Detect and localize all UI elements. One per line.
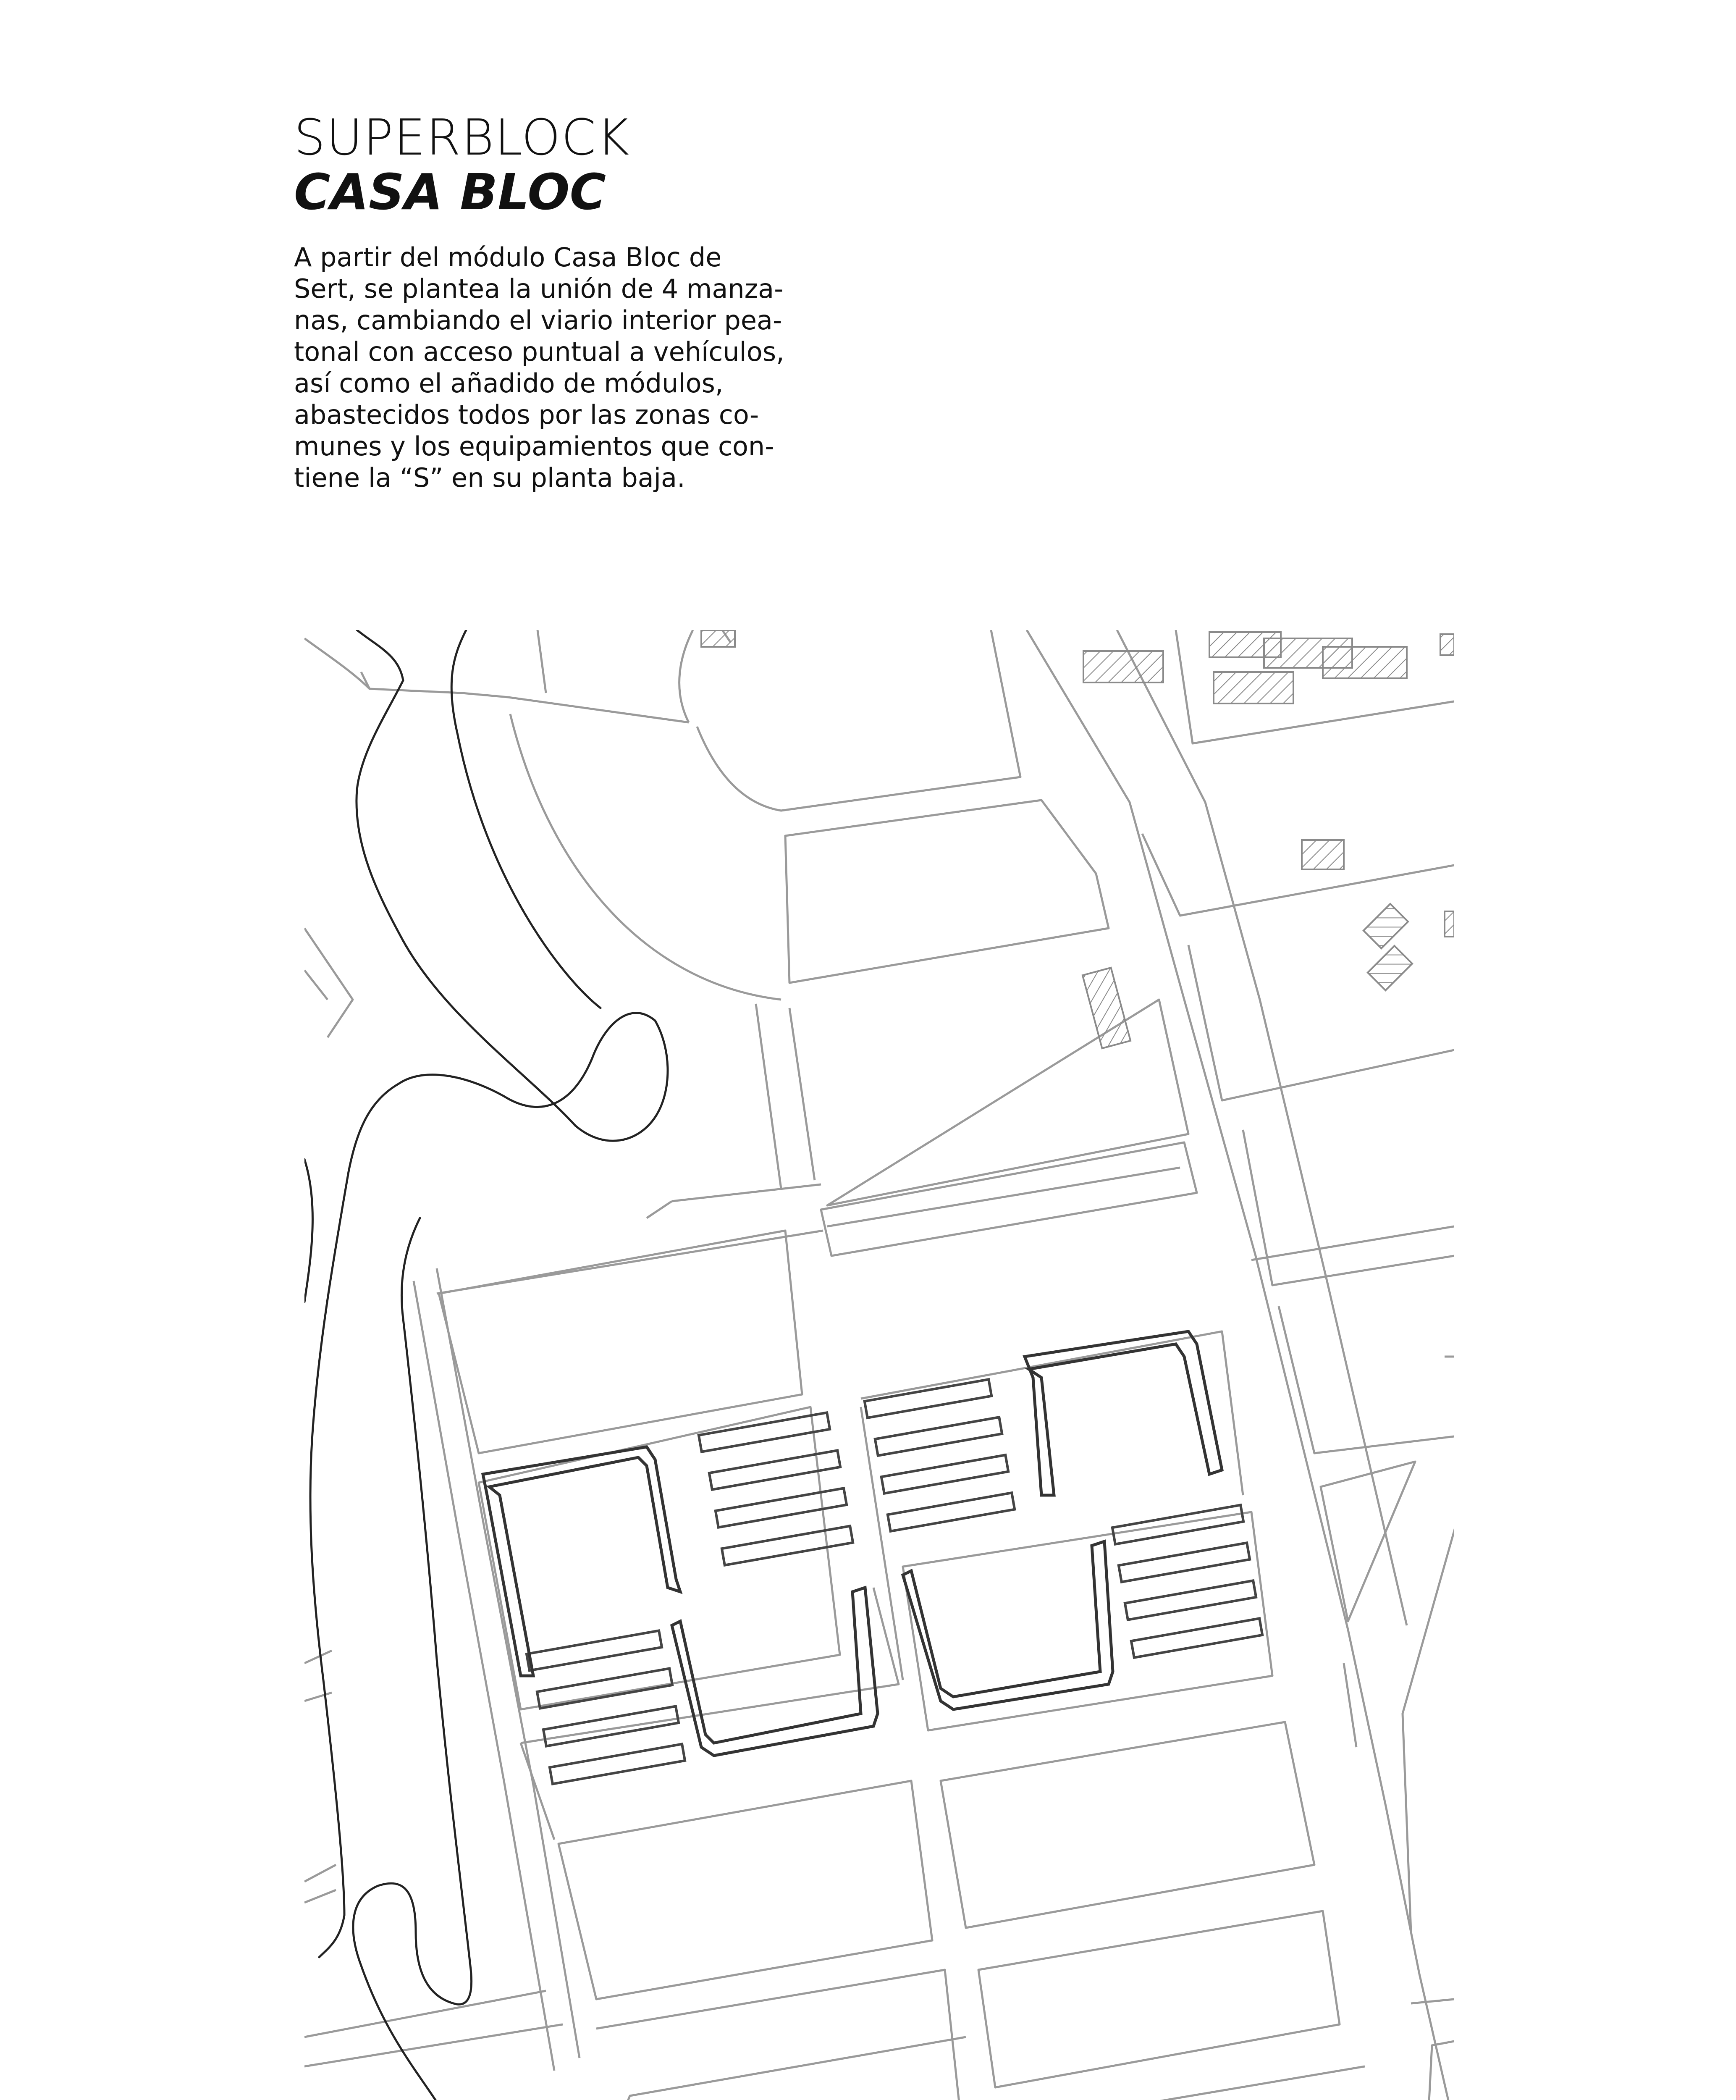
hatched-buildings — [701, 630, 1454, 1048]
module-bar — [888, 1493, 1015, 1531]
module-bar — [722, 1526, 853, 1565]
module-bars — [527, 1379, 1262, 1784]
street-line — [1142, 834, 1454, 916]
hatched-building — [1302, 840, 1344, 869]
description-line: Sert, se plantea la unión de 4 manza- — [294, 273, 784, 304]
description-line: así como el añadido de módulos, — [294, 368, 724, 399]
description-line: munes y los equipamientos que con- — [294, 431, 774, 462]
street-line — [304, 1865, 336, 1882]
hatched-building — [1214, 672, 1293, 704]
street-line — [304, 638, 689, 722]
street-line — [1027, 630, 1454, 2100]
street-line — [672, 1184, 821, 1201]
module-bar — [1131, 1618, 1262, 1657]
street-line — [679, 630, 693, 722]
module-bar — [709, 1450, 840, 1489]
street-line — [437, 1231, 823, 1294]
hatched-building — [1440, 634, 1454, 655]
street-line — [1188, 945, 1454, 1100]
street-line — [479, 1407, 840, 1709]
street-line — [304, 2024, 563, 2066]
description-line: tiene la “S” en su planta baja. — [294, 462, 685, 493]
module-bar — [875, 1417, 1002, 1455]
description-line: A partir del módulo Casa Bloc de — [294, 242, 722, 273]
title-casa-bloc: CASA BLOC — [294, 163, 606, 221]
street-line — [1403, 1520, 1457, 1932]
street-line — [1279, 1306, 1454, 1453]
street-line — [941, 1722, 1314, 1928]
river-edge — [310, 630, 668, 1957]
street-line — [304, 1991, 546, 2037]
street-line — [437, 1268, 580, 2058]
street-line — [538, 630, 546, 693]
title-superblock: SUPERBLOCK — [294, 108, 630, 166]
street-line — [861, 1407, 903, 1680]
street-line — [521, 1588, 899, 1743]
street-line — [978, 1911, 1340, 2087]
street-lines — [304, 630, 1457, 2100]
street-line — [304, 1890, 336, 1903]
street-line — [361, 672, 370, 689]
module-bar — [881, 1455, 1008, 1493]
street-line — [304, 970, 328, 1000]
hatched-building — [1368, 946, 1412, 990]
street-line — [617, 2037, 966, 2100]
description-line: abastecidos todos por las zonas co- — [294, 399, 759, 430]
module-bar — [527, 1631, 662, 1671]
casa-bloc-block — [903, 1541, 1113, 1709]
street-line — [1243, 1130, 1454, 1285]
hatched-building — [1323, 647, 1407, 678]
module-bar — [1119, 1543, 1250, 1582]
hatched-building — [701, 630, 735, 647]
casa-bloc-block — [672, 1588, 878, 1756]
street-line — [304, 1693, 332, 1701]
hatched-building — [1445, 911, 1454, 937]
casa-bloc-block — [483, 1447, 680, 1676]
street-line — [510, 714, 781, 1000]
description-line: tonal con acceso puntual a vehículos, — [294, 336, 784, 367]
street-line — [1344, 1663, 1356, 1747]
street-line — [559, 1781, 932, 1999]
module-bar — [1125, 1580, 1256, 1620]
module-bar — [543, 1706, 679, 1746]
street-line — [304, 928, 353, 1037]
street-line — [1012, 2066, 1365, 2100]
river-edge — [451, 630, 601, 1008]
river-edge — [304, 1159, 312, 1302]
street-line — [903, 1512, 1272, 1730]
street-line — [647, 1201, 672, 1218]
hatched-building — [1364, 904, 1408, 948]
street-line — [1251, 1226, 1454, 1260]
street-line — [697, 630, 1020, 811]
street-line — [789, 1008, 815, 1180]
module-bar — [550, 1744, 685, 1784]
street-line — [304, 1651, 332, 1663]
street-line — [756, 1004, 781, 1189]
street-line — [1411, 1999, 1454, 2003]
casa-bloc-block — [1025, 1331, 1222, 1495]
street-line — [821, 1142, 1197, 1256]
hatched-building — [1083, 968, 1130, 1048]
street-line — [521, 1743, 554, 1840]
hatched-building — [1083, 651, 1163, 682]
module-bar — [716, 1488, 847, 1527]
description-line: nas, cambiando el viario interior pea- — [294, 305, 782, 336]
module-bar — [1112, 1505, 1243, 1544]
street-line — [785, 800, 1109, 983]
